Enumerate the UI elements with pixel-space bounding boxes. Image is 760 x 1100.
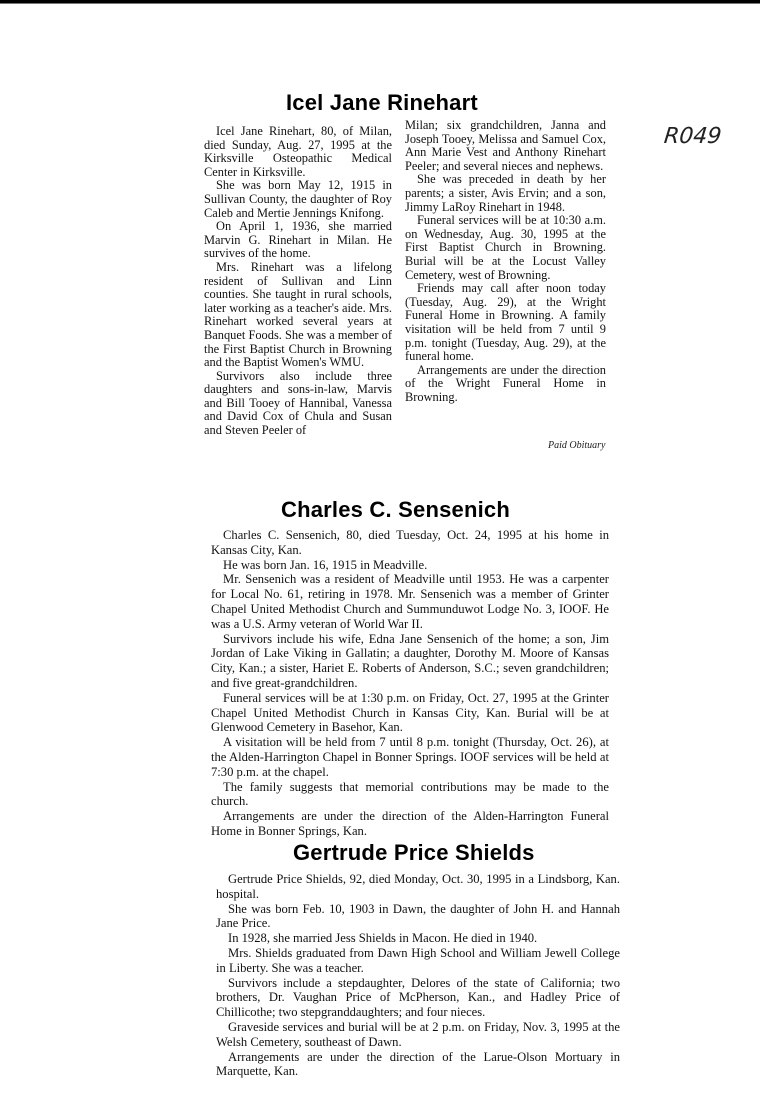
- paid-obituary-label: Paid Obituary: [548, 440, 606, 451]
- paragraph: Mrs. Rinehart was a lifelong resident of Sullivan and Linn counties. She taught in rural schools, later working as a teacher's aide. Mrs. Rinehart worked several years at Banquet Foods. She was a member of the First Baptist Church in Browning and the Baptist Women's WMU.: [204, 259, 392, 370]
- paragraph: Funeral services will be at 1:30 p.m. on Friday, Oct. 27, 1995 at the Grinter Chapel United Methodist Church in Kansas City, Kan. Burial will be at Glenwood Cemetery in Basehor, Kan.: [211, 690, 609, 735]
- paragraph: On April 1, 1936, she married Marvin G. Rinehart in Milan. He survives of the home.: [204, 219, 392, 261]
- paragraph: He was born Jan. 16, 1915 in Meadville.: [223, 557, 428, 572]
- paragraph: Mrs. Shields graduated from Dawn High School and William Jewell College in Liberty. She was a teacher.: [216, 945, 620, 975]
- paragraph: A visitation will be held from 7 until 8 p.m. tonight (Thursday, Oct. 26), at the Alden-Harrington Chapel in Bonner Springs. IOOF services will be held at 7:30 p.m. at the chapel.: [211, 735, 609, 779]
- paragraph: Icel Jane Rinehart, 80, of Milan, died Sunday, Aug. 27, 1995 at the Kirksville Osteopathic Medical Center in Kirksville.: [204, 124, 392, 179]
- paragraph: Survivors include his wife, Edna Jane Sensenich of the home; a son, Jim Jordan of Lake Viking in Gallatin; a daughter, Dorothy M. Moore of Kansas City, Kan.; a sister, Hariet E. Roberts of Anderson, S.C.; seven grandchildren; and five great-grandchildren.: [211, 631, 609, 690]
- paragraph: In 1928, she married Jess Shields in Macon. He died in 1940.: [228, 931, 538, 946]
- obituary-heading: Charles C. Sensenich: [281, 497, 510, 522]
- paragraph: She was born May 12, 1915 in Sullivan County, the daughter of Roy Caleb and Mertie Jennings Knifong.: [204, 178, 392, 220]
- paragraph: Graveside services and burial will be at 2 p.m. on Friday, Nov. 3, 1995 at the Welsh Cemetery, southeast of Dawn.: [216, 1019, 620, 1049]
- paragraph: Arrangements are under the direction of the Alden-Harrington Funeral Home in Bonner Springs, Kan.: [211, 809, 609, 838]
- paragraph: Arrangements are under the direction of the Wright Funeral Home in Browning.: [405, 362, 606, 404]
- paragraph: Arrangements are under the direction of the Larue-Olson Mortuary in Marquette, Kan.: [216, 1049, 620, 1079]
- paragraph: Friends may call after noon today (Tuesday, Aug. 29), at the Wright Funeral Home in Browning. A family visitation will be held from 7 until 9 p.m. tonight (Tuesday, Aug. 29), at the funeral home.: [405, 281, 606, 364]
- paragraph: Mr. Sensenich was a resident of Meadville until 1953. He was a carpenter for Local No. 61, retiring in 1978. Mr. Sensenich was a member of Grinter Chapel United Methodist Church and Summunduwot Lodge No. 3, IOOF. He was a U.S. Army veteran of World War II.: [211, 572, 609, 631]
- obituary-heading: Icel Jane Rinehart: [286, 90, 478, 115]
- paragraph: Milan; six grandchildren, Janna and Joseph Tooey, Melissa and Samuel Cox, Ann Marie Vest and Anthony Rinehart Peeler; and several nieces and nephews.: [405, 118, 606, 173]
- handwritten-file-mark: R049: [662, 124, 723, 149]
- paragraph: Gertrude Price Shields, 92, died Monday, Oct. 30, 1995 in a Lindsborg, Kan. hospital.: [216, 872, 620, 901]
- obituary-column-left: [204, 125, 392, 438]
- paragraph: Charles C. Sensenich, 80, died Tuesday, Oct. 24, 1995 at his home in Kansas City, Kan.: [211, 528, 609, 557]
- obituary-heading: Gertrude Price Shields: [293, 840, 535, 865]
- obituary-body: [211, 528, 609, 839]
- paragraph: She was preceded in death by her parents; a sister, Avis Ervin; and a son, Jimmy LaRoy Rinehart in 1948.: [405, 172, 606, 214]
- paragraph: Survivors include a stepdaughter, Delores of the state of California; two brothers, Dr. Vaughan Price of McPherson, Kan., and Hadley Price of Chillicothe; two stepgranddaughters; and four nieces.: [216, 975, 620, 1020]
- paragraph: She was born Feb. 10, 1903 in Dawn, the daughter of John H. and Hannah Jane Price.: [216, 901, 620, 931]
- paragraph: Survivors also include three daughters and sons-in-law, Marvis and Bill Tooey of Hannibal, Vanessa and David Cox of Chula and Susan and Steven Peeler of: [204, 368, 392, 438]
- obituary-body: [216, 872, 620, 1079]
- scan-top-edge-line: [0, 3, 760, 4]
- obituary-column-right: [405, 119, 606, 404]
- paragraph: The family suggests that memorial contributions may be made to the church.: [211, 779, 609, 809]
- paragraph: Funeral services will be at 10:30 a.m. on Wednesday, Aug. 30, 1995 at the First Baptist Church in Browning. Burial will be at the Locust Valley Cemetery, west of Browning.: [405, 213, 606, 282]
